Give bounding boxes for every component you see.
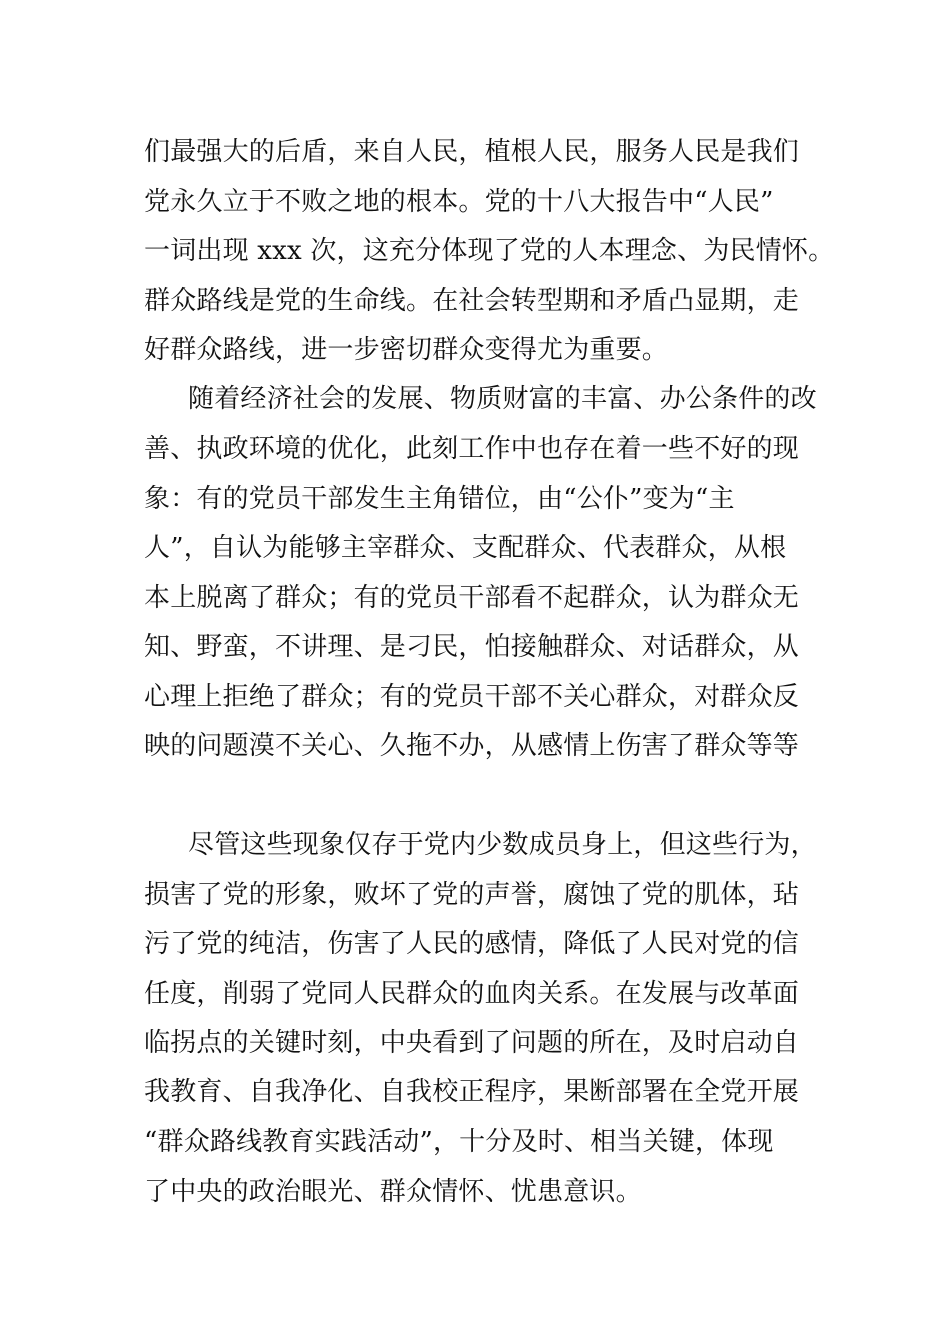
text-line: 污了党的纯洁，伤害了人民的感情，降低了人民对党的信 xyxy=(144,929,800,959)
text-line: 了中央的政治眼光、群众情怀、忧患意识。 xyxy=(144,1177,642,1207)
text-line: 群众路线是党的生命线。在社会转型期和矛盾凸显期，走 xyxy=(144,286,800,316)
text-line: 好群众路线，进一步密切群众变得尤为重要。 xyxy=(144,335,669,365)
text-line: 知、野蛮，不讲理、是刁民，怕接触群众、对话群众，从 xyxy=(144,632,800,662)
text-line: 映的问题漠不关心、久拖不办，从感情上伤害了群众等等 xyxy=(144,731,800,761)
text-line: 心理上拒绝了群众；有的党员干部不关心群众，对群众反 xyxy=(144,682,800,712)
text-line: 任度，削弱了党同人民群众的血肉关系。在发展与改革面 xyxy=(144,979,800,1009)
text-line: 一词出现 xxx 次，这充分体现了党的人本理念、为民情怀。 xyxy=(144,236,835,266)
text-line: 临拐点的关键时刻，中央看到了问题的所在，及时启动自 xyxy=(144,1028,800,1058)
text-line: 人”，自认为能够主宰群众、支配群众、代表群众，从根 xyxy=(144,533,787,563)
text-line: 象：有的党员干部发生主角错位，由“公仆”变为“主 xyxy=(144,484,735,514)
text-line: 损害了党的形象，败坏了党的声誉，腐蚀了党的肌体，玷 xyxy=(144,880,800,910)
text-line: 们最强大的后盾，来自人民，植根人民，服务人民是我们 xyxy=(144,137,800,167)
text-line: 善、执政环境的优化，此刻工作中也存在着一些不好的现 xyxy=(144,434,800,464)
text-line: 党永久立于不败之地的根本。党的十八大报告中“人民” xyxy=(144,187,774,217)
text-line: “群众路线教育实践活动”，十分及时、相当关键，体现 xyxy=(144,1127,774,1157)
text-line: 本上脱离了群众；有的党员干部看不起群众，认为群众无 xyxy=(144,583,800,613)
text-line: 我教育、自我净化、自我校正程序，果断部署在全党开展 xyxy=(144,1077,800,1107)
text-line: 随着经济社会的发展、物质财富的丰富、办公条件的改 xyxy=(188,384,817,414)
text-line: 尽管这些现象仅存于党内少数成员身上，但这些行为， xyxy=(188,830,817,860)
